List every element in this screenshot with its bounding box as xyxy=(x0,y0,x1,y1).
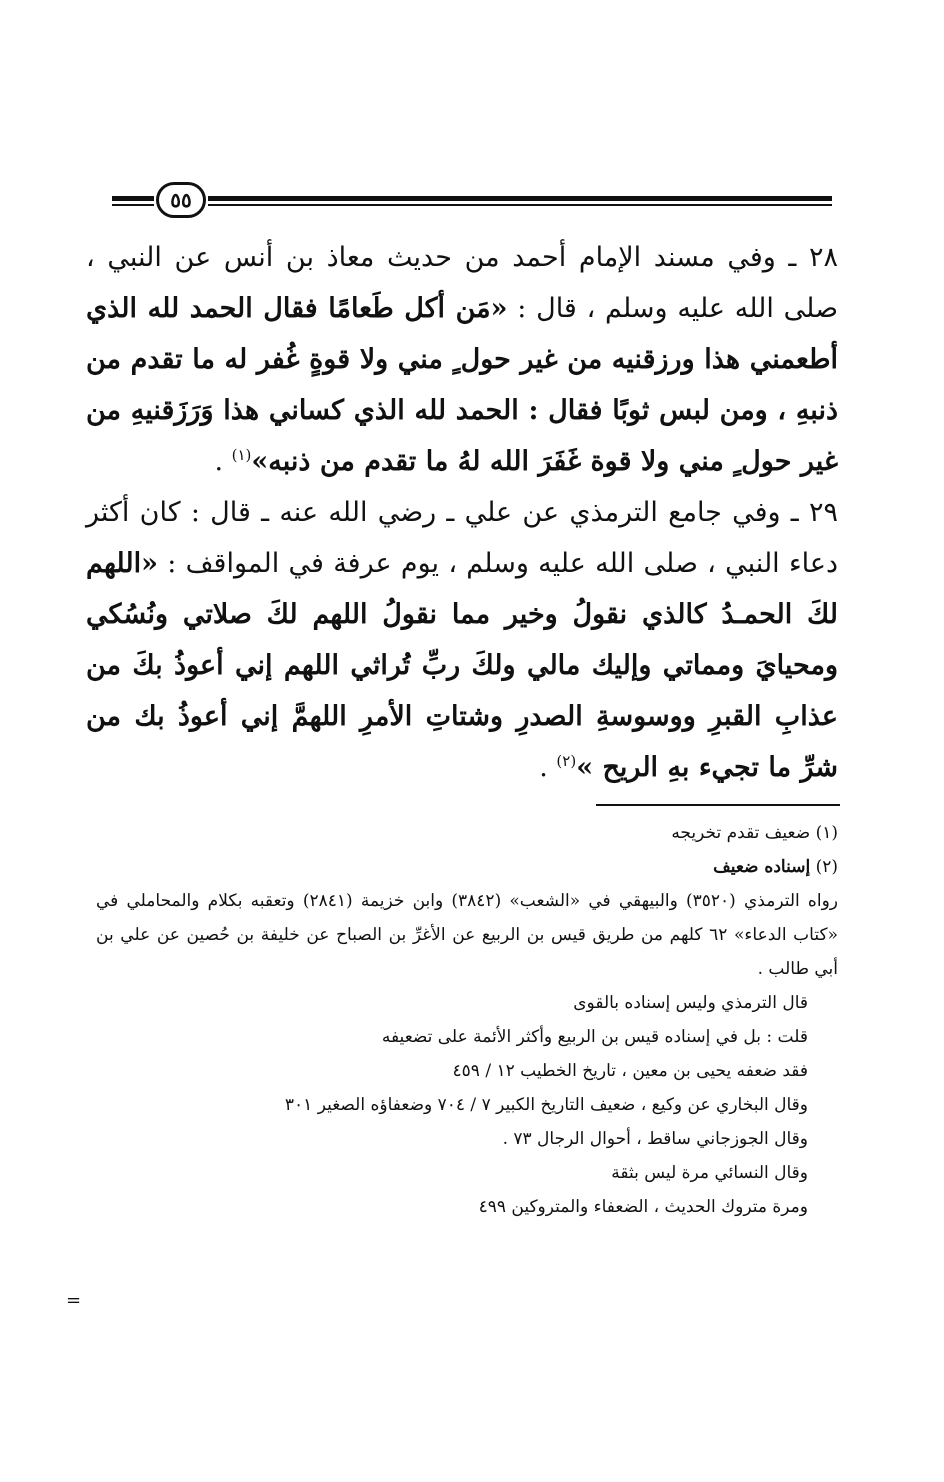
footnote-1 xyxy=(96,816,838,850)
footnote-line: قال الترمذي وليس إسناده بالقوى xyxy=(573,993,808,1013)
paragraph-29 xyxy=(86,487,838,793)
footnote-1-number: (١) xyxy=(815,823,838,843)
footnote-1-text: ضعيف تقدم تخريجه xyxy=(671,823,811,843)
main-text xyxy=(86,232,838,793)
footnotes xyxy=(96,816,838,1224)
footnote-line: وقال الجوزجاني ساقط ، أحوال الرجال ٧٣ . xyxy=(502,1129,808,1149)
footnote-2-number: (٢) xyxy=(815,857,838,877)
footnote-2-title: إسناده ضعيف xyxy=(713,857,811,877)
footnote-line: وقال البخاري عن وكيع ، ضعيف التاريخ الكبير ٧ / ٧٠٤ وضعفاؤه الصغير ٣٠١ xyxy=(284,1095,808,1115)
footnote-line: وقال النسائي مرة ليس بثقة xyxy=(611,1163,808,1183)
paragraph-29-end: . xyxy=(539,752,557,783)
paragraph-28-end: . xyxy=(214,446,232,477)
margin-mark: = xyxy=(66,1290,82,1311)
paragraph-28 xyxy=(86,232,838,487)
page-number: ٥٥ xyxy=(156,182,206,218)
footnote-line: فقد ضعفه يحيى بن معين ، تاريخ الخطيب ١٢ / ٤٥٩ xyxy=(452,1061,808,1081)
header-rule-short-thin xyxy=(112,204,154,206)
page-header xyxy=(112,182,832,222)
footnote-ref-2: (٢) xyxy=(556,752,577,770)
footnote-2-body: رواه الترمذي (٣٥٢٠) والبيهقي في «الشعب» (٣٨٤٢) وابن خزيمة (٢٨٤١) وتعقبه بكلام والمحاملي في «كتاب الدعاء» ٦٢ كلهم من طريق قيس بن الربيع عن الأغرِّ بن الصباح عن خليفة بن حُصين عن علي بن أبي طالب . xyxy=(96,891,838,979)
footnote-line: قلت : بل في إسناده قيس بن الربيع وأكثر الأئمة على تضعيفه xyxy=(381,1027,808,1047)
header-rule-long xyxy=(208,196,832,201)
hadith-29-text: «اللهم لكَ الحمـدُ كالذي نقولُ وخير مما نقولُ اللهم لكَ صلاتي ونُسُكي ومحيايَ ومماتي وإليك مالي ولكَ ربِّ تُراثي اللهم إني أعوذُ بكَ من عذابِ القبرِ ووسوسةِ الصدرِ وشتاتِ الأمرِ اللهمَّ إني أعوذُ بك من شرِّ ما تجيء بهِ الريح » xyxy=(86,548,838,783)
hadith-28-text: «مَن أكل طَعامًا فقال الحمد لله الذي أطعمني هذا ورزقنيه من غير حول ٍ مني ولا قوةٍ غُفر له ما تقدم من ذنبهِ ، ومن لبس ثوبًا فقال : الحمد لله الذي كساني هذا وَرَزَقنيهِ من غير حول ٍ مني ولا قوة غَفَرَ الله لهُ ما تقدم من ذنبه» xyxy=(86,293,838,477)
footnote-ref-1: (١) xyxy=(231,446,252,464)
header-rule-short xyxy=(112,196,154,201)
footnote-line: ومرة متروك الحديث ، الضعفاء والمتروكين ٤٩٩ xyxy=(478,1197,808,1217)
header-rule-long-thin xyxy=(208,204,832,206)
paragraph-28-intro: ٢٨ ـ وفي مسند الإمام أحمد من حديث معاذ بن أنس عن النبي ، صلى الله عليه وسلم ، قال : xyxy=(86,242,838,324)
footnote-divider xyxy=(596,804,840,806)
paragraph-29-intro: ٢٩ ـ وفي جامع الترمذي عن علي ـ رضي الله عنه ـ قال : كان أكثر دعاء النبي ، صلى الله عليه وسلم ، يوم عرفة في المواقف : xyxy=(86,497,838,579)
footnote-2 xyxy=(96,850,838,884)
